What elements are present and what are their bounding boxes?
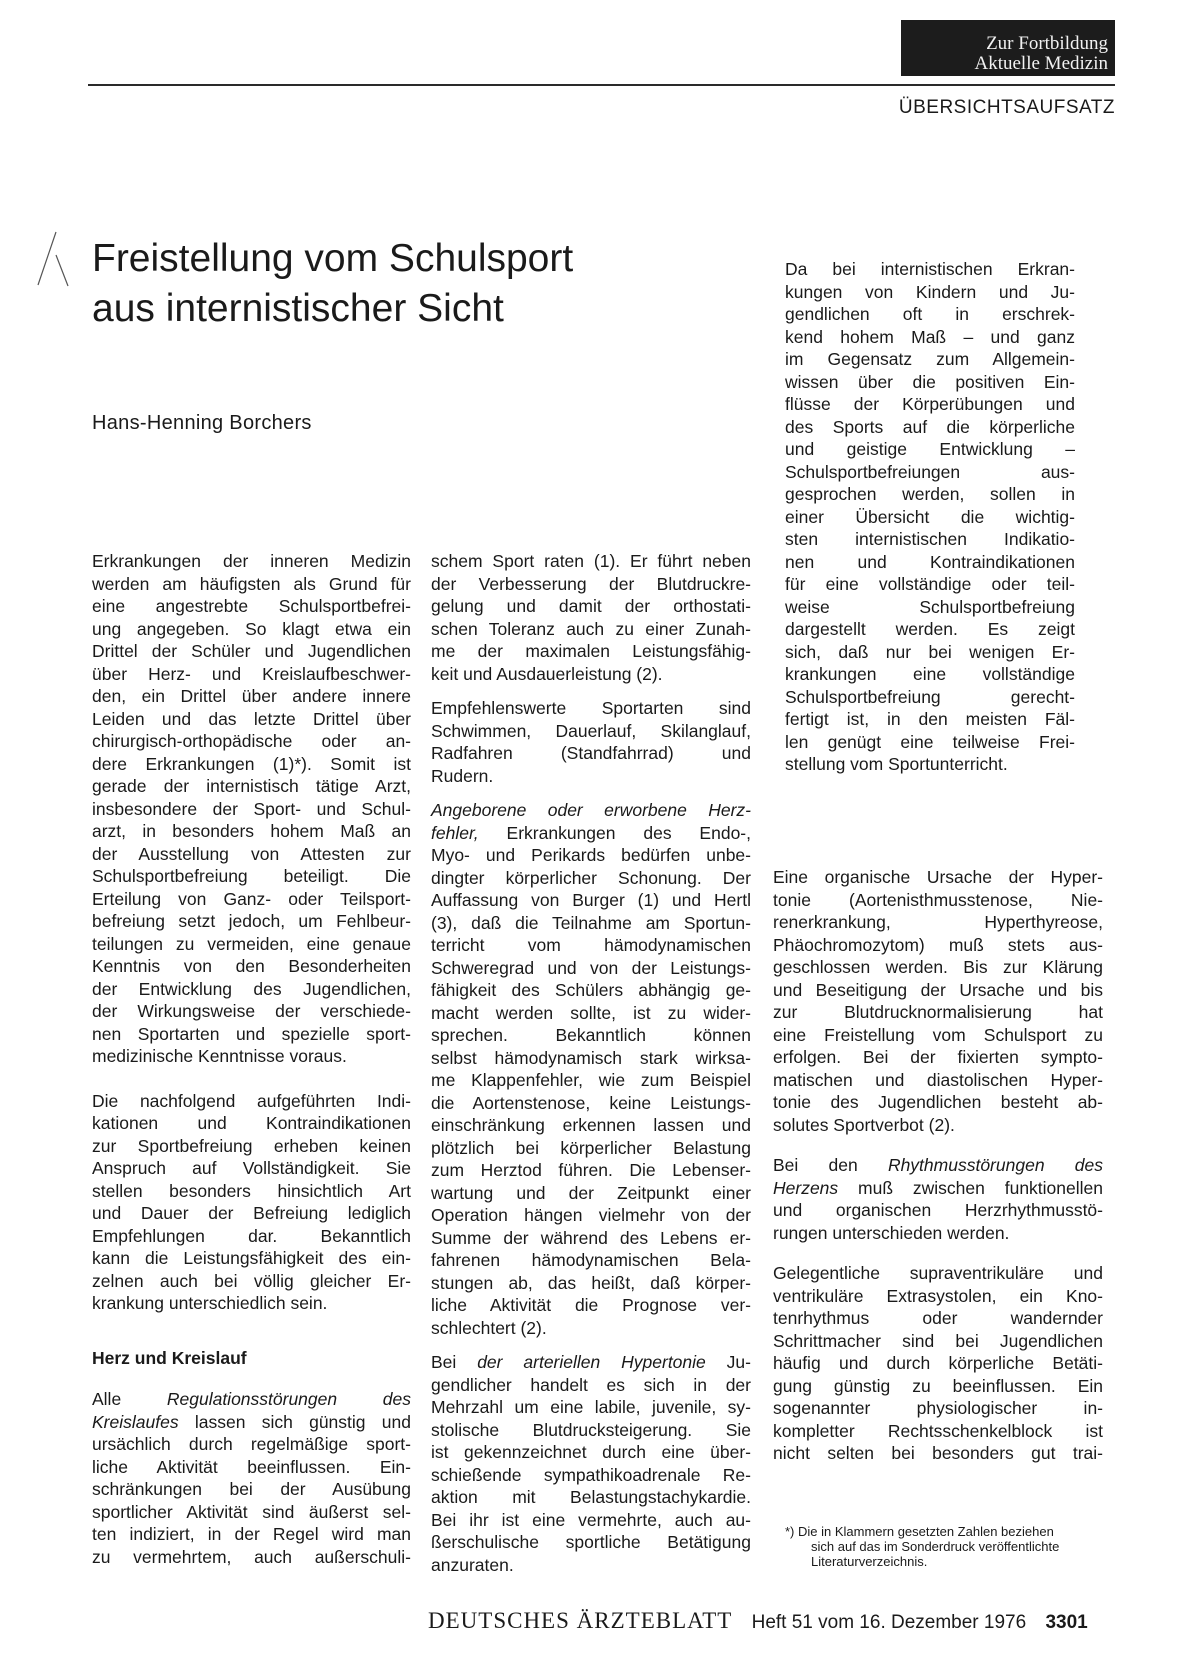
section-heading: Herz und Kreislauf (92, 1347, 247, 1368)
text-line: krankungen eine vollständige (785, 664, 1075, 684)
text-line: der Wirkungsweise der verschiede- (92, 1001, 411, 1021)
paragraph (431, 1351, 751, 1576)
text-line: Leiden und das letzte Drittel über (92, 708, 411, 729)
text-line: Schulsportbefreiungen aus- (785, 461, 1075, 482)
text-line: und geistige Entwicklung – (785, 439, 1075, 459)
text-line: schränkungen bei der Ausübung (92, 1479, 411, 1499)
paragraph (431, 550, 751, 685)
text-line: Rudern. (431, 765, 494, 786)
text-line: und organischen Herzrhythmusstö- (773, 1200, 1103, 1220)
text-line: schen Toleranz auch zu einer Zunah- (431, 618, 751, 639)
text-line: sich, daß nur bei wenigen Er- (785, 641, 1075, 662)
text-line: ung angegeben. So klagt etwa ein (92, 618, 411, 639)
text-line: gendlicher handelt es sich in der (431, 1374, 751, 1395)
text-line: über Herz- und Kreislaufbeschwer- (92, 663, 411, 684)
text-line: Bei den Rhythmusstörungen des (773, 1155, 1103, 1175)
text-line: wartung und der Zeitpunkt einer (431, 1182, 751, 1203)
text-line: chirurgisch-orthopädische oder an- (92, 731, 411, 751)
text-line: dingter körperlicher Schonung. Der (431, 867, 751, 888)
section-label: ÜBERSICHTSAUFSATZ (898, 97, 1115, 118)
text-line: gung günstig zu beeinflussen. Ein (773, 1375, 1103, 1396)
journal-name: DEUTSCHES ÄRZTEBLATT (428, 1608, 733, 1633)
text-line: für eine vollständige oder teil- (785, 574, 1075, 594)
text-line: Erteilung von Ganz- oder Teilsport- (92, 888, 411, 909)
text-line: fahrenen hämodynamischen Bela- (431, 1250, 751, 1270)
text-line: kann die Leistungsfähigkeit des ein- (92, 1248, 411, 1268)
text-line: nen und Kontraindikationen (785, 551, 1075, 572)
text-line: anzuraten. (431, 1554, 514, 1575)
text-line: zur Sportbefreiung erheben keinen (92, 1135, 411, 1156)
text-line: macht werden sollte, ist zu wider- (431, 1002, 751, 1023)
article-title (92, 234, 573, 334)
text-line: im Gegensatz zum Allgemein- (785, 349, 1075, 369)
text-line: gelung und damit der orthostati- (431, 596, 751, 616)
paragraph (92, 550, 411, 1068)
text-line: schem Sport raten (1). Er führt neben (431, 551, 751, 571)
department-label-box (901, 20, 1115, 76)
text-line: liche Aktivität die Prognose ver- (431, 1295, 751, 1315)
text-line: gerade der internistisch tätige Arzt, (92, 776, 411, 796)
text-line: nicht selten bei besonders gut trai- (773, 1443, 1103, 1463)
text-line: wissen über die positiven Ein- (785, 371, 1075, 392)
text-line: den, ein Drittel über andere innere (92, 686, 411, 706)
column-2 (431, 550, 751, 1576)
text-line: Schulsportbefreiung beteiligt. Die (92, 866, 411, 886)
text-line: tonie (Aortenisthmusstenose, Nie- (773, 889, 1103, 910)
article-title-line1: Freistellung vom Schulsport (92, 237, 574, 280)
column-1 (92, 550, 411, 1568)
text-line: Operation hängen vielmehr von der (431, 1205, 751, 1225)
text-line: (3), daß die Teilnahme am Sportun- (431, 912, 751, 933)
text-line: ist gekennzeichnet durch eine über- (431, 1442, 751, 1462)
text-line: erfolgen. Bei der fixierten sympto- (773, 1047, 1103, 1067)
text-line: Summe der während des Lebens er- (431, 1227, 751, 1248)
text-line: stolische Blutdrucksteigerung. Sie (431, 1419, 751, 1440)
text-line: fertigt ist, in den meisten Fäl- (785, 709, 1075, 729)
text-line: geschlossen werden. Bis zur Klärung (773, 957, 1103, 977)
text-line: zur Blutdrucknormalisierung hat (773, 1002, 1103, 1022)
text-line: einschränkung erkennen lassen und (431, 1115, 751, 1135)
text-line: solutes Sportverbot (2). (773, 1114, 955, 1135)
paragraph (773, 866, 1103, 1136)
text-line: arzt, in besonders hohem Maß an (92, 821, 411, 841)
text-line: Mehrzahl um eine labile, juvenile, sy- (431, 1397, 751, 1417)
text-line: Angeborene oder erworbene Herz- (431, 800, 751, 820)
text-line: Bei der arteriellen Hypertonie Ju- (431, 1352, 751, 1372)
text-line: matischen und diastolischen Hyper- (773, 1069, 1103, 1090)
text-line: renerkrankung, Hyperthyreose, (773, 912, 1103, 932)
text-line: Empfehlungen dar. Bekanntlich (92, 1225, 411, 1246)
footnote-line: Literaturverzeichnis. (811, 1554, 928, 1569)
article-author: Hans-Henning Borchers (92, 412, 312, 434)
text-line: me Klappenfehler, wie zum Beispiel (431, 1070, 751, 1090)
article-title-line2: aus internistischer Sicht (92, 287, 504, 330)
text-line: einer Übersicht die wichtig- (785, 506, 1075, 527)
text-line: ventrikuläre Extrasystolen, ein Kno- (773, 1285, 1103, 1306)
header-rule (88, 84, 1115, 86)
text-line: werden am häufigsten als Grund für (92, 573, 411, 594)
issue-info: Heft 51 vom 16. Dezember 1976 (751, 1612, 1027, 1633)
paragraph (773, 1154, 1103, 1244)
text-line: Phäochromozytom) muß stets aus- (773, 934, 1103, 955)
department-label-line1: Zur Fortbildung (986, 33, 1108, 54)
text-line: befreiung setzt jedoch, um Fehlbeur- (92, 911, 411, 931)
text-line: Da bei internistischen Erkran- (785, 259, 1075, 279)
text-line: Schwimmen, Dauerlauf, Skilanglauf, (431, 720, 751, 741)
text-line: und Dauer der Befreiung lediglich (92, 1203, 411, 1223)
text-line: Empfehlenswerte Sportarten sind (431, 698, 751, 718)
paragraph (431, 799, 751, 1339)
text-line: eine Freistellung vom Schulsport zu (773, 1024, 1103, 1045)
text-line: Bei ihr ist eine vermehrte, auch au- (431, 1509, 751, 1530)
text-line: insbesondere der Sport- und Schul- (92, 798, 411, 819)
text-line: gesprochen werden, sollen in (785, 484, 1075, 504)
text-line: Myo- und Perikards bedürfen unbe- (431, 845, 751, 865)
text-line: Die nachfolgend aufgeführten Indi- (92, 1090, 411, 1111)
text-line: zu vermehrtem, auch außerschuli- (92, 1546, 411, 1567)
text-line: liche Aktivität beeinflussen. Ein- (92, 1456, 411, 1477)
text-line: flüsse der Körperübungen und (785, 394, 1075, 414)
text-line: fähigkeit des Schülers abhängig ge- (431, 980, 751, 1000)
text-line: Erkrankungen der inneren Medizin (92, 551, 411, 571)
text-line: Auffassung von Burger (1) und Hertl (431, 890, 751, 910)
text-line: terricht vom hämodynamischen (431, 935, 751, 955)
text-line: ten indiziert, in der Regel wird man (92, 1524, 411, 1544)
text-line: schlechtert (2). (431, 1317, 547, 1338)
text-line: der Entwicklung des Jugendlichen, (92, 978, 411, 999)
text-line: sportlicher Aktivität sind äußerst sel- (92, 1501, 411, 1522)
paragraph (92, 1388, 411, 1568)
text-line: sprechen. Bekanntlich können (431, 1025, 751, 1045)
text-line: schießende sympathikoadrenale Re- (431, 1464, 751, 1485)
text-line: selbst hämodynamisch stark wirksa- (431, 1047, 751, 1068)
column-3 (785, 258, 1075, 776)
text-line: weise Schulsportbefreiung (785, 596, 1075, 617)
text-line: der Verbesserung der Blutdruckre- (431, 573, 751, 594)
text-line: stungen ab, das heißt, daß körper- (431, 1272, 751, 1293)
text-line: und Beseitigung der Ursache und bis (773, 979, 1103, 1000)
text-line: des Sports auf die körperliche (785, 416, 1075, 437)
text-line: ßerschulische sportliche Betätigung (431, 1532, 751, 1552)
text-line: zelnen auch bei völlig gleicher Er- (92, 1270, 411, 1291)
paragraph (773, 1262, 1103, 1465)
text-line: len genügt eine teilweise Frei- (785, 731, 1075, 752)
text-line: die Aortenstenose, keine Leistungs- (431, 1092, 751, 1113)
text-line: Schrittmacher sind bei Jugendlichen (773, 1330, 1103, 1351)
text-line: Drittel der Schüler und Jugendlichen (92, 641, 411, 661)
text-line: gendlichen oft in erschrek- (785, 304, 1075, 324)
column-3-lower (773, 866, 1103, 1465)
text-line: Kreislaufes lassen sich günstig und (92, 1411, 411, 1432)
department-label-line2: Aktuelle Medizin (974, 53, 1108, 74)
text-line: tonie des Jugendlichen besteht ab- (773, 1092, 1103, 1112)
text-line: stellung vom Sportunterricht. (785, 754, 1008, 774)
text-line: plötzlich bei körperlicher Belastung (431, 1137, 751, 1158)
text-line: keit und Ausdauerleistung (2). (431, 663, 663, 684)
text-line: der Ausstellung von Attesten zur (92, 843, 411, 864)
text-line: fehler, Erkrankungen des Endo-, (431, 822, 751, 843)
text-line: kompletter Rechtsschenkelblock ist (773, 1420, 1103, 1441)
text-line: Radfahren (Standfahrrad) und (431, 743, 751, 763)
text-line: Schulsportbefreiung gerecht- (785, 686, 1075, 707)
text-line: kend hohem Maß – und ganz (785, 326, 1075, 347)
pencil-mark-icon (34, 230, 74, 290)
footnote-line: *) Die in Klammern gesetzten Zahlen beziehen (785, 1524, 1054, 1539)
text-line: Eine organische Ursache der Hyper- (773, 867, 1103, 887)
text-line: nen Sportarten und spezielle sport- (92, 1023, 411, 1044)
text-line: teilungen zu vermeiden, eine genaue (92, 933, 411, 954)
text-line: sten internistischen Indikatio- (785, 529, 1075, 549)
intro-paragraph (785, 258, 1075, 776)
text-line: zum Herztod führen. Die Lebenser- (431, 1160, 751, 1180)
text-line: stellen besonders hinsichtlich Art (92, 1180, 411, 1201)
text-line: tenrhythmus oder wandernder (773, 1308, 1103, 1328)
text-line: dargestellt werden. Es zeigt (785, 619, 1075, 639)
text-line: Anspruch auf Vollständigkeit. Sie (92, 1158, 411, 1178)
page-footer (428, 1608, 1088, 1634)
text-line: eine angestrebte Schulsportbefrei- (92, 596, 411, 616)
text-line: Kenntnis von den Besonderheiten (92, 956, 411, 976)
text-line: dere Erkrankungen (1)*). Somit ist (92, 753, 411, 774)
text-line: rungen unterschieden werden. (773, 1222, 1010, 1243)
text-line: häufig und durch körperliche Betäti- (773, 1353, 1103, 1373)
text-line: krankung unterschiedlich sein. (92, 1293, 328, 1313)
paragraph (431, 697, 751, 787)
text-line: sogenannter physiologischer in- (773, 1398, 1103, 1418)
text-line: medizinische Kenntnisse voraus. (92, 1046, 347, 1066)
text-line: ursächlich durch regelmäßige sport- (92, 1434, 411, 1454)
text-line: kungen von Kindern und Ju- (785, 281, 1075, 302)
footnote (785, 1524, 1115, 1569)
page-number: 3301 (1045, 1612, 1088, 1633)
text-line: me der maximalen Leistungsfähig- (431, 641, 751, 661)
footnote-line: sich auf das im Sonderdruck veröffentlichte (811, 1539, 1060, 1554)
text-line: Schweregrad und von der Leistungs- (431, 957, 751, 978)
text-line: kationen und Kontraindikationen (92, 1113, 411, 1133)
text-line: Alle Regulationsstörungen des (92, 1389, 411, 1409)
paragraph (92, 1090, 411, 1315)
text-line: Gelegentliche supraventrikuläre und (773, 1263, 1103, 1283)
text-line: Herzens muß zwischen funktionellen (773, 1177, 1103, 1198)
text-line: aktion mit Belastungstachykardie. (431, 1487, 751, 1507)
